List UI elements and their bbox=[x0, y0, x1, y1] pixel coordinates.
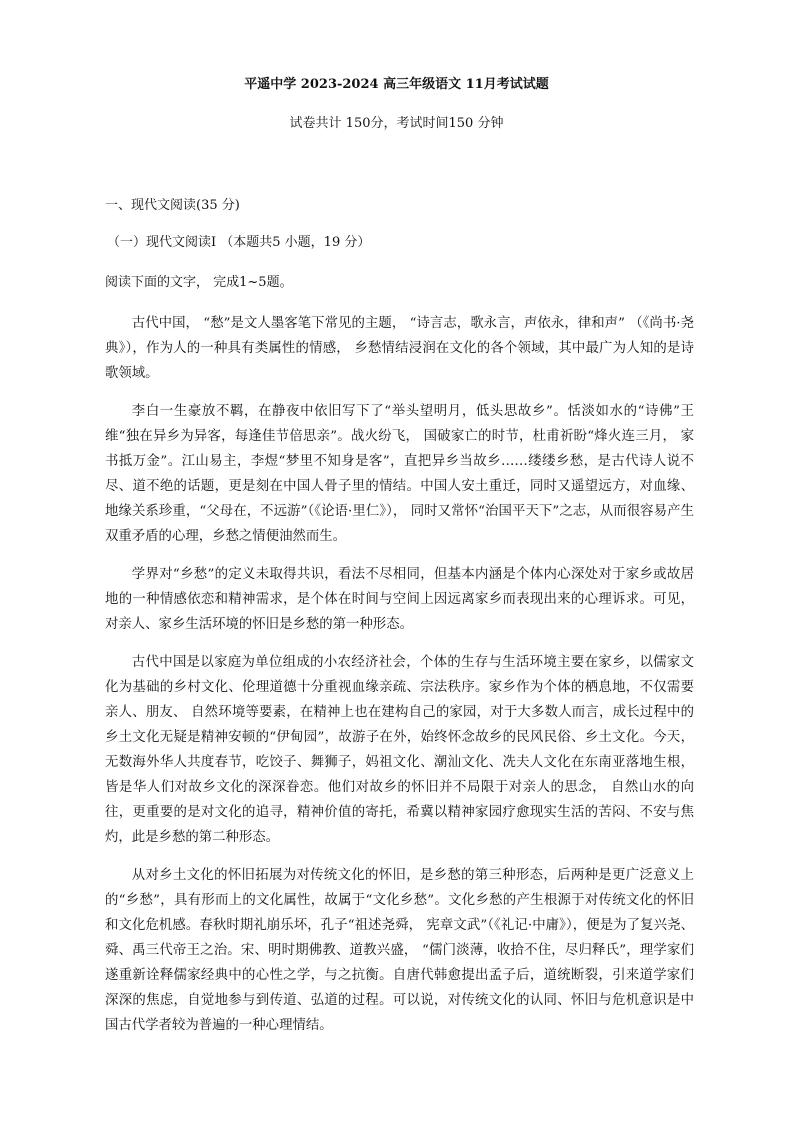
exam-subtitle: 试卷共计 150分，考试时间150 分钟 bbox=[289, 116, 504, 131]
section-heading: 一、现代文阅读(35 分) bbox=[105, 198, 240, 213]
passage bbox=[105, 311, 694, 1051]
exam-title: 平遥中学 2023-2024 高三年级语文 11月考试试题 bbox=[244, 77, 549, 92]
passage-paragraph-3: 学界对“乡愁”的定义未取得共识，看法不尽相同，但基本内涵是个体内心深处对于家乡或故居地的一种情感依恋和精神需求，是个体在时间与空间上因远离家乡而表现出来的心理诉求。可见，对亲人、家乡生活环境的怀旧是乡愁的第一种形态。 bbox=[105, 567, 694, 632]
passage-paragraph-5: 从对乡土文化的怀旧拓展为对传统文化的怀旧，是乡愁的第三种形态，后两种是更广泛意义上的“乡愁”，具有形而上的文化属性，故属于“文化乡愁”。文化乡愁的产生根源于对传统文化的怀旧和文化危机感。春秋时期礼崩乐坏，孔子“祖述尧舜， 宪章文武”（《礼记·中庸》），便是为了复兴尧、舜、禹三代帝王之治。宋、明时期佛教、道教兴盛， “儒门淡薄，收拾不住，尽归释氏”，理学家们遂重新诠释儒家经典中的心性之学，与之抗衡。自唐代韩愈提出孟子后，道统断裂，引来道学家们深深的焦虑，自觉地参与到传道、弘道的过程。可以说，对传统文化的认同、怀旧与危机意识是中国古代学者较为普遍的一种心理情结。 bbox=[105, 868, 694, 1033]
reading-instruction: 阅读下面的文字， 完成1~5题。 bbox=[105, 275, 293, 290]
passage-paragraph-1: 古代中国， “愁”是文人墨客笔下常见的主题， “诗言志，歌永言，声依永，律和声” （《尚书·尧典》），作为人的一种具有类属性的情感， 乡愁情结浸润在文化的各个领域，其中最广为人知的是诗歌领域。 bbox=[105, 316, 694, 381]
passage-paragraph-2: 李白一生豪放不羁，在静夜中依旧写下了“举头望明月，低头思故乡”。恬淡如水的“诗佛”王维“独在异乡为异客，每逢佳节倍思亲”。战火纷飞， 国破家亡的时节，杜甫祈盼“烽火连三月， 家书抵万金”。江山易主，李煜“梦里不知身是客”，直把异乡当故乡……缕缕乡愁，是古代诗人说不尽、道不绝的话题，更是刻在中国人骨子里的情结。中国人安土重迁，同时又遥望远方，对血缘、地缘关系珍重，“父母在，不远游”（《论语·里仁》）， 同时又常怀“治国平天下”之志，从而很容易产生双重矛盾的心理，乡愁之情便油然而生。 bbox=[105, 404, 694, 544]
passage-paragraph-4: 古代中国是以家庭为单位组成的小农经济社会，个体的生存与生活环境主要在家乡，以儒家文化为基础的乡村文化、伦理道德十分重视血缘亲疏、宗法秩序。家乡作为个体的栖息地，不仅需要亲人、朋友、 自然环境等要素，在精神上也在建构自己的家园，对于大多数人而言，成长过程中的乡土文化无疑是精神安顿的“伊甸园”，故游子在外，始终怀念故乡的民风民俗、乡土文化。今天，无数海外华人共度春节，吃饺子、舞狮子，妈祖文化、潮汕文化、冼夫人文化在东南亚落地生根，皆是华人们对故乡文化的深深眷恋。他们对故乡的怀旧并不局限于对亲人的思念， 自然山水的向往，更重要的是对文化的追寻，精神价值的寄托，希冀以精神家园疗愈现实生活的苦闷、不安与焦灼，此是乡愁的第二种形态。 bbox=[105, 655, 694, 845]
subsection-heading: （一）现代文阅读Ⅰ （本题共5 小题，19 分） bbox=[107, 235, 371, 250]
